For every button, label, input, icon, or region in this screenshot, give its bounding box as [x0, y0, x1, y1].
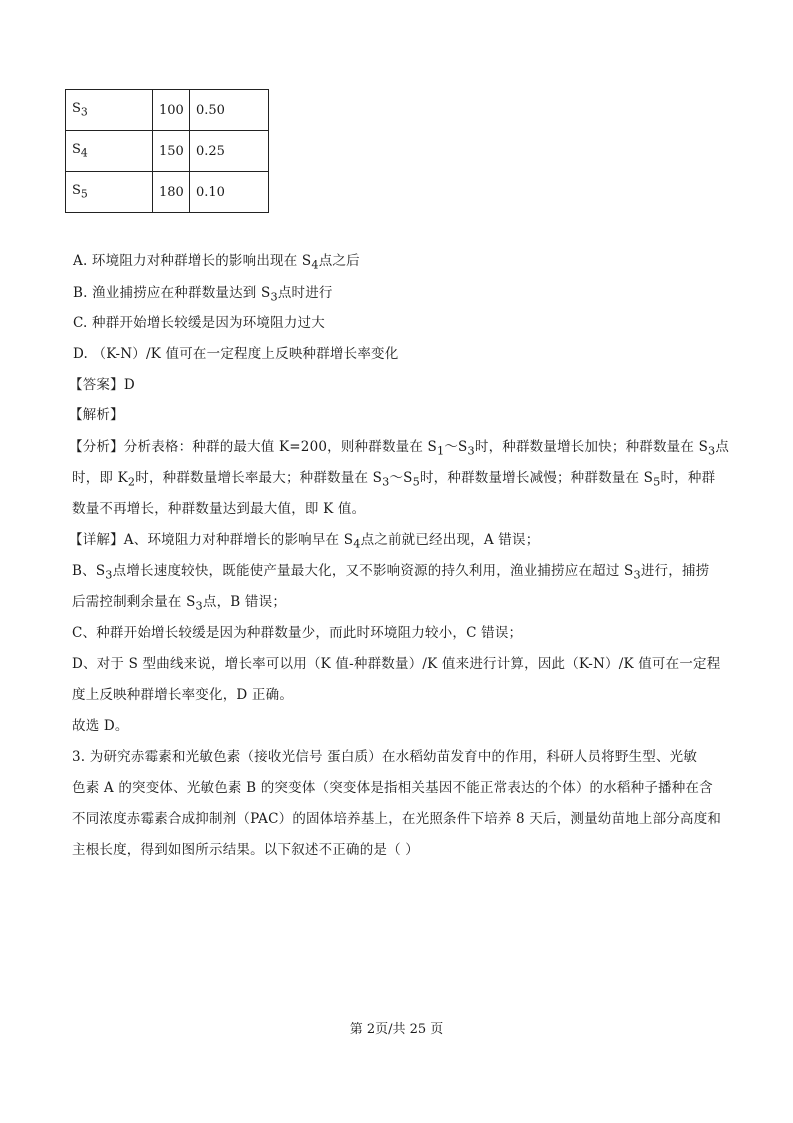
- table-cell: $S_4$: [66, 131, 153, 172]
- table-cell: $S_3$: [66, 90, 153, 131]
- population-table: [65, 89, 269, 213]
- details-line-6: 度上反映种群增长率变化，D 正确。: [72, 687, 294, 703]
- analysis-heading: 【解析】: [69, 407, 124, 423]
- details-line-4: C、种群开始增长较缓是因为种群数量少，而此时环境阻力较小，C 错误；: [72, 625, 523, 641]
- question3-line-3: 不同浓度赤霉素合成抑制剂（PAC）的固体培养基上，在光照条件下培养 8 天后，测量幼苗地上部分高度和: [72, 811, 722, 827]
- table-cell: 150: [153, 131, 190, 172]
- table-cell: 100: [153, 90, 190, 131]
- table-row: [66, 90, 269, 131]
- details-line-3: 后需控制剩余量在 $S_3$点，B 错误；: [72, 594, 287, 613]
- details-line-7: 故选 D。: [72, 718, 129, 734]
- table-row: [66, 172, 269, 213]
- table-cell: 0.25: [190, 131, 269, 172]
- details-line-2: B、$S_3$点增长速度较快，既能使产量最大化，又不影响资源的持久利用，渔业捕捞应在超过 $S_3$进行，捕捞: [72, 563, 710, 582]
- table-cell: $S_5$: [66, 172, 153, 213]
- option-d: D. （K-N）/K 值可在一定程度上反映种群增长率变化: [73, 346, 399, 362]
- question3-line-2: 色素 A 的突变体、光敏色素 B 的突变体（突变体是指相关基因不能正常表达的个体）的水稻种子播种在含: [72, 780, 713, 796]
- analysis-line-3: 数量不再增长，种群数量达到最大值，即 K 值。: [72, 501, 366, 517]
- option-c: C. 种群开始增长较缓是因为环境阻力过大: [73, 315, 325, 331]
- table-cell: 180: [153, 172, 190, 213]
- question3-line-4: 主根长度，得到如图所示结果。以下叙述不正确的是（ ）: [72, 842, 419, 858]
- table-row: [66, 131, 269, 172]
- table-cell: 0.10: [190, 172, 269, 213]
- analysis-line-2: 时，即 $K_2$时，种群数量增长率最大；种群数量在 $S_3\sim S_5$时，种群数量增长减慢；种群数量在 $S_5$时，种群: [72, 470, 716, 489]
- answer-line: 【答案】D: [69, 377, 135, 393]
- question3-line-1: 3. 为研究赤霉素和光敏色素（接收光信号 蛋白质）在水稻幼苗发育中的作用，科研人员将野生型、光敏: [72, 749, 698, 765]
- analysis-line-1: 【分析】分析表格：种群的最大值 K=200，则种群数量在 $S_1\sim S_3$时，种群数量增长加快；种群数量在 $S_3$点: [69, 439, 730, 458]
- details-line-1: 【详解】A、环境阻力对种群增长的影响早在 $S_4$点之前就已经出现，A 错误；: [69, 532, 540, 551]
- option-a: A. 环境阻力对种群增长的影响出现在 $S_4$点之后: [73, 253, 360, 272]
- page-footer: 第 2页/共 25 页: [349, 1022, 444, 1037]
- details-line-5: D、对于 S 型曲线来说，增长率可以用（K 值-种群数量）/K 值来进行计算，因此（K-N）/K 值可在一定程: [72, 656, 721, 672]
- table-cell: 0.50: [190, 90, 269, 131]
- option-b: B. 渔业捕捞应在种群数量达到 $S_3$点时进行: [73, 285, 333, 304]
